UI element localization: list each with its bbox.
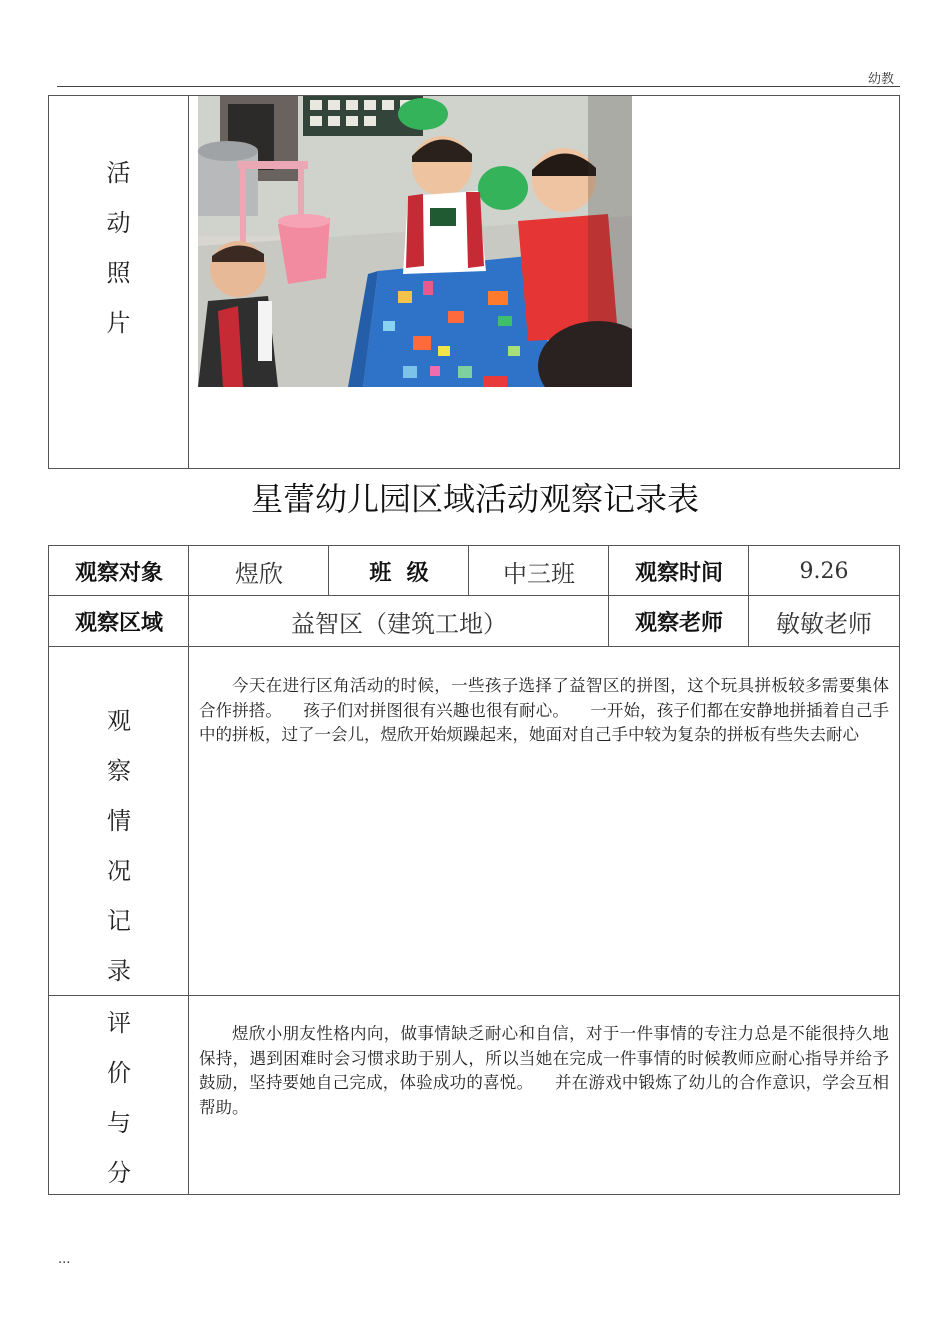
teacher-value: 敏敏老师 [776,610,872,638]
header-label: 幼教 [867,72,894,87]
observation-text: 今天在进行区角活动的时候，一些孩子选择了益智区的拼图，这个玩具拼板较多需要集体合作拼搭。 孩子们对拼图很有兴趣也很有耐心。 一开始，孩子们都在安静地拼插着自己手中的拼板，过了一会儿，煜欣开始烦躁起来，她面对自己手中较为复杂的拼板有些失去耐心 [199,676,889,744]
evaluation-label [49,998,189,1198]
evaluation-label-char: 评 [107,1009,131,1037]
observation-label-char: 记 [107,907,131,935]
time-label: 观察时间 [634,560,723,586]
time-value: 9.26 [799,558,849,584]
class-label: 班 级 [369,560,429,586]
observation-label [49,696,189,996]
photo-table [48,95,900,469]
observation-label-char: 况 [107,857,131,885]
area-value: 益智区（建筑工地） [291,610,507,638]
photo-label-char: 活 [106,159,131,187]
teacher-label: 观察老师 [634,611,723,636]
photo-label-char: 片 [106,309,131,337]
record-table [48,545,900,1195]
evaluation-text: 煜欣小朋友性格内向，做事情缺乏耐心和自信，对于一件事情的专注力总是不能很持久地保持，遇到困难时会习惯求助于别人，所以当她在完成一件事情的时候教师应耐心指导并给予鼓励，坚持要她自己完成，体验成功的喜悦。 并在游戏中锻炼了幼儿的合作意识，学会互相帮助。 [199,1024,889,1117]
observation-label-char: 录 [107,957,131,985]
subject-value: 煜欣 [235,559,283,588]
photo-label-char: 照 [106,259,131,287]
page-title: 星蕾幼儿园区域活动观察记录表 [250,480,699,518]
evaluation-label-char: 分 [107,1159,131,1187]
observation-label-char: 情 [107,807,131,835]
activity-photo [198,96,632,387]
photo-label-char: 动 [106,209,131,237]
header-rule [57,86,900,87]
evaluation-label-char: 与 [107,1109,131,1137]
photo-label-cell [49,96,189,468]
evaluation-label-char: 价 [107,1059,131,1087]
photo-label [49,148,188,348]
class-value: 中三班 [503,559,575,588]
subject-label: 观察对象 [74,560,163,586]
observation-label-char: 观 [107,707,131,735]
area-label: 观察区域 [74,611,163,636]
observation-label-char: 察 [107,757,131,785]
footer-ellipsis: ... [58,1252,71,1267]
